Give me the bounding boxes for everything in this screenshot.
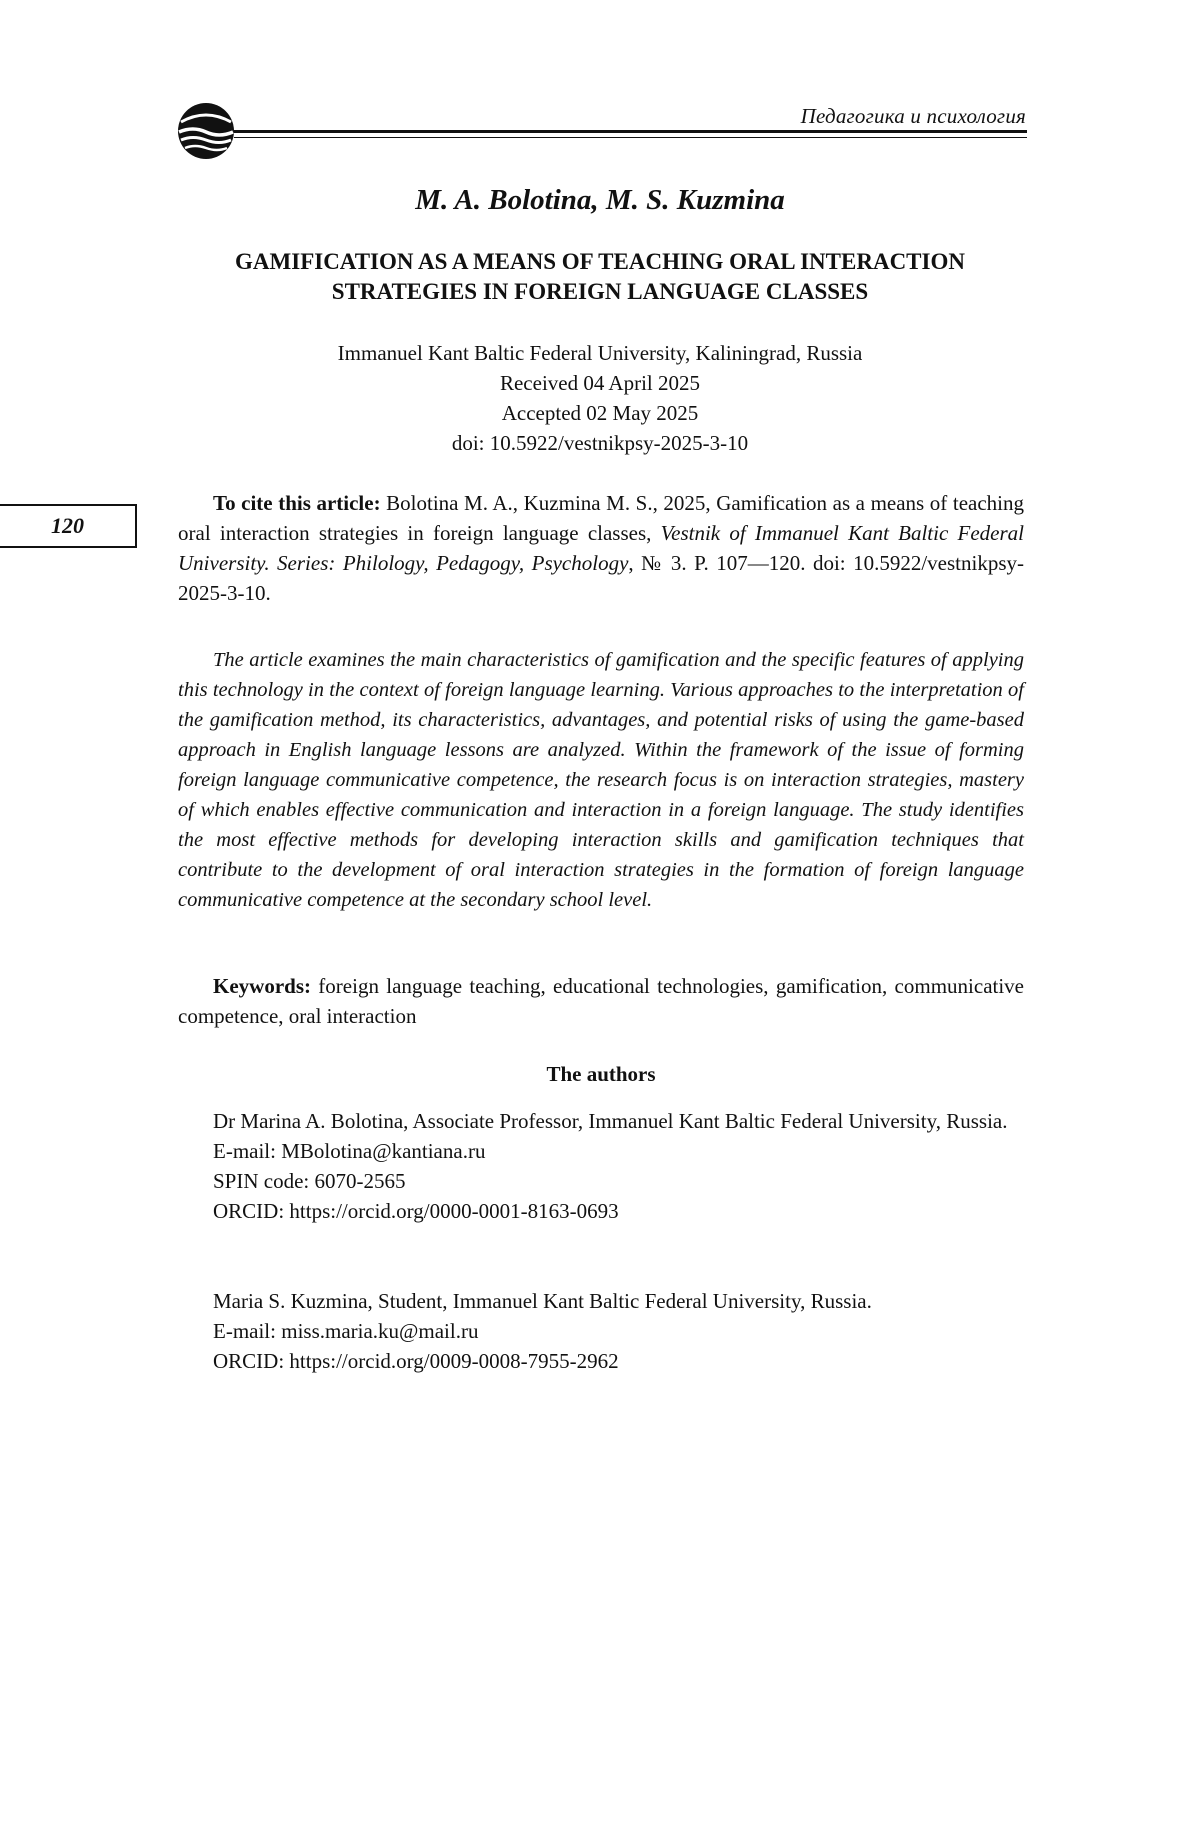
page-number: 120 [51,513,84,538]
author-2-orcid: ORCID: https://orcid.org/0009-0008-7955-2962 [213,1349,619,1373]
title-line: STRATEGIES IN FOREIGN LANGUAGE CLASSES [331,279,869,304]
author-1-email: E-mail: MBolotina@kantiana.ru [213,1139,486,1163]
article-meta [178,338,1022,458]
author-1-bio-text: Dr Marina A. Bolotina, Associate Professor, Immanuel Kant Baltic Federal University, Russia. [213,1109,1008,1133]
article-authors: M. A. Bolotina, M. S. Kuzmina [415,184,785,216]
author-2-email: E-mail: miss.maria.ku@mail.ru [213,1319,479,1343]
citation-label: To cite this article: [213,491,381,515]
citation-journal: Vestnik of Immanuel Kant Baltic Federal University. Series: Philology, Pedagogy, Psychology [178,521,1024,575]
running-head: Педагогика и психология [800,104,1026,128]
author-bio-1 [178,1106,1024,1226]
received-date: Received 04 April 2025 [499,371,701,395]
citation [178,488,1024,608]
citation-text-before: Bolotina M. A., Kuzmina M. S., 2025, Gamification as a means of teaching oral interaction strategies in foreign language classes, [178,491,1024,545]
abstract: The article examines the main characteristics of gamification and the specific features of applying this technology in the context of foreign language learning. Various approaches to the interpretation of the gamification method, its characteristics, advantages, and potential risks of using the game-based approach in English language lessons are analyzed. Within the framework of the issue of forming foreign language communicative competence, the research focus is on interaction strategies, mastery of which enables effective communication and interaction in a foreign language. The study identifies the most effective methods for developing interaction skills and gamification techniques that contribute to the development of oral interaction strategies in the formation of foreign language communicative competence at the secondary school level. [178,649,1024,911]
citation-text-after: , № 3. P. 107—120. doi: 10.5922/vestnikpsy-2025-3-10. [178,551,1025,605]
doi: doi: 10.5922/vestnikpsy-2025-3-10 [451,431,749,455]
keywords-text: foreign language teaching, educational technologies, gamification, communicative competence, oral interaction [178,974,1024,1028]
keywords-label: Keywords: [213,974,311,998]
article-title [178,247,1022,307]
header-rule-thin [234,137,1027,138]
author-1-orcid: ORCID: https://orcid.org/0000-0001-8163-0693 [213,1199,619,1223]
page-number-box [0,504,137,548]
author-2-bio-text: Maria S. Kuzmina, Student, Immanuel Kant Baltic Federal University, Russia. [213,1289,872,1313]
authors-heading: The authors [546,1062,656,1086]
author-1-spin: SPIN code: 6070-2565 [213,1169,406,1193]
accepted-date: Accepted 02 May 2025 [501,401,699,425]
journal-wave-logo-icon [175,100,237,162]
title-line: GAMIFICATION AS A MEANS OF TEACHING ORAL INTERACTION [235,249,965,274]
author-bio-2 [178,1286,1024,1376]
affiliation: Immanuel Kant Baltic Federal University, Kaliningrad, Russia [337,341,863,365]
keywords [178,971,1024,1031]
header-rule-thick [234,130,1027,133]
